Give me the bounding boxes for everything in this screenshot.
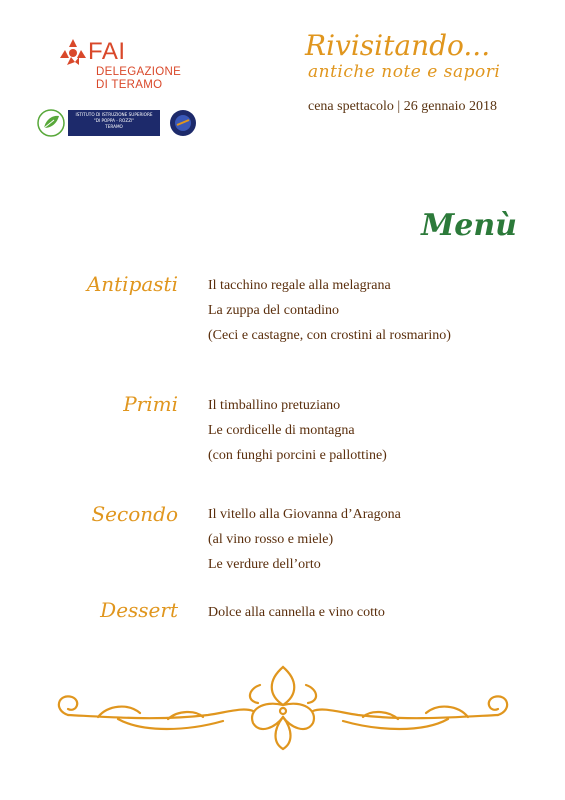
delegation-line-2: DI TERAMO — [96, 79, 163, 91]
course-items-secondo — [208, 502, 401, 577]
school-name-box — [68, 110, 160, 136]
school-line-1: ISTITUTO DI ISTRUZIONE SUPERIORE — [75, 112, 153, 117]
course-items-primi — [208, 393, 387, 468]
fai-logo-icon — [58, 38, 88, 68]
course-items-antipasti — [208, 273, 451, 348]
course-items-dessert — [208, 600, 385, 625]
course-name-dessert: Dessert — [100, 598, 178, 622]
menu-item: Dolce alla cannella e vino cotto — [208, 605, 385, 620]
fai-logo — [58, 38, 182, 98]
school-badge — [36, 106, 194, 142]
menu-item: Il vitello alla Giovanna d’Aragona — [208, 507, 401, 522]
school-line-2: "DI POPPA - ROZZI" — [93, 118, 135, 123]
event-subtitle: antiche note e sapori — [308, 62, 501, 82]
event-title: Rivisitando... — [305, 29, 491, 62]
menu-item: (al vino rosso e miele) — [208, 532, 334, 547]
menu-item: (Ceci e castagne, con crostini al rosmarino) — [208, 328, 451, 343]
ornament-divider — [48, 655, 518, 755]
menu-item: (con funghi porcini e pallottine) — [208, 448, 387, 463]
menu-item: Il tacchino regale alla melagrana — [208, 278, 391, 293]
school-line-3: TERAMO — [105, 124, 123, 129]
course-name-primi: Primi — [123, 392, 178, 416]
delegation-label — [96, 66, 181, 92]
menu-item: Le verdure dell’orto — [208, 557, 321, 572]
course-name-antipasti: Antipasti — [86, 272, 178, 296]
fai-name: FAI — [88, 38, 126, 65]
menu-item: Le cordicelle di montagna — [208, 423, 355, 438]
course-name-secondo: Secondo — [91, 502, 178, 526]
menu-item: La zuppa del contadino — [208, 303, 340, 318]
menu-heading: Menù — [421, 208, 517, 243]
school-leaf-icon — [36, 108, 66, 138]
menu-item: Il timballino pretuziano — [208, 398, 341, 413]
school-emblem-icon — [168, 108, 198, 138]
event-date: cena spettacolo | 26 gennaio 2018 — [308, 99, 498, 114]
delegation-line-1: DELEGAZIONE — [96, 66, 182, 78]
